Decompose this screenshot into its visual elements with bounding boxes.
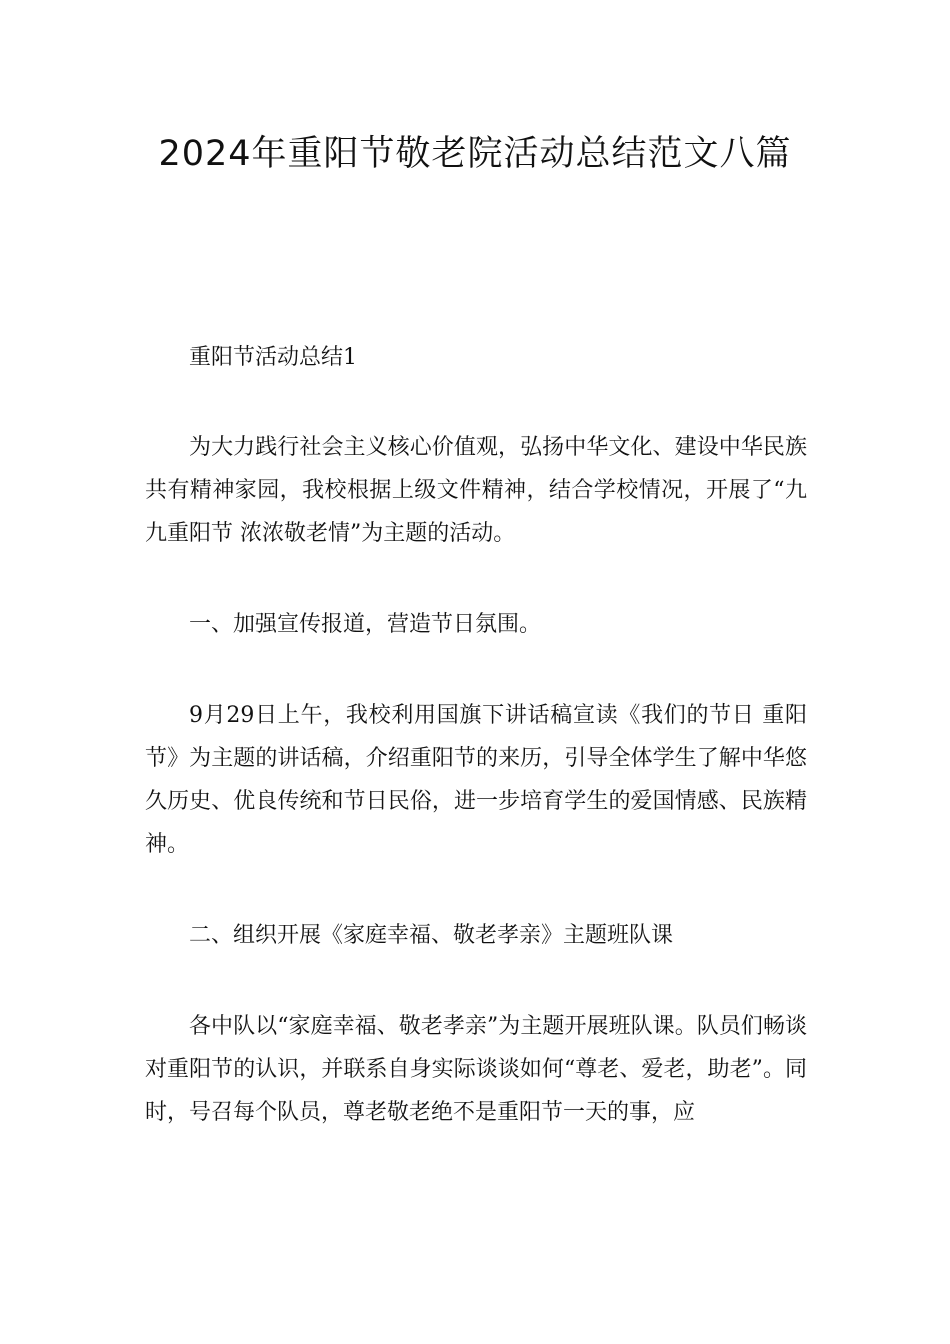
document-body [145, 336, 807, 1134]
publicity-paragraph: 9月29日上午，我校利用国旗下讲话稿宣读《我们的节日 重阳节》为主题的讲话稿，介绍重阳节的来历，引导全体学生了解中华悠久历史、优良传统和节日民俗，进一步培育学生的爱国情感、民族精神。 [145, 703, 807, 857]
section-heading-summary-1: 重阳节活动总结1 [189, 345, 357, 370]
intro-paragraph: 为大力践行社会主义核心价值观，弘扬中华文化、建设中华民族共有精神家园，我校根据上级文件精神，结合学校情况，开展了“九九重阳节 浓浓敬老情”为主题的活动。 [145, 435, 807, 546]
class-meeting-paragraph: 各中队以“家庭幸福、敬老孝亲”为主题开展班队课。队员们畅谈对重阳节的认识，并联系自身实际谈谈如何“尊老、爱老，助老”。同时，号召每个队员，尊老敬老绝不是重阳节一天的事，应 [145, 1014, 807, 1125]
section-heading-class-meeting: 二、组织开展《家庭幸福、敬老孝亲》主题班队课 [189, 923, 674, 948]
document-title: 2024年重阳节敬老院活动总结范文八篇 [158, 134, 792, 174]
section-heading-publicity: 一、加强宣传报道，营造节日氛围。 [189, 612, 542, 637]
